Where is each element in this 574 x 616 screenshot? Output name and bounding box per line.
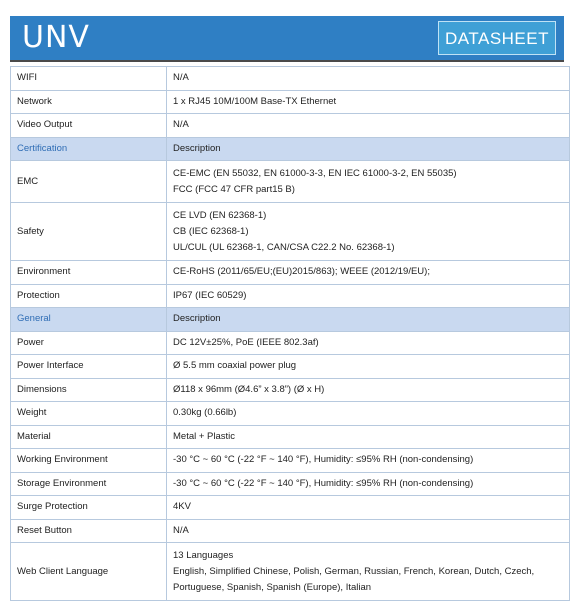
spec-label: Weight bbox=[11, 402, 167, 426]
spec-label: Reset Button bbox=[11, 519, 167, 543]
spec-value-line: Description bbox=[173, 313, 221, 325]
spec-value bbox=[167, 355, 570, 379]
spec-value-line: -30 °C ~ 60 °C (-22 °F ~ 140 °F), Humidity: ≤95% RH (non-condensing) bbox=[173, 454, 474, 466]
spec-value bbox=[167, 331, 570, 355]
spec-value bbox=[167, 114, 570, 138]
spec-value-line: English, Simplified Chinese, Polish, German, Russian, French, Korean, Dutch, Czech, bbox=[173, 565, 535, 577]
spec-row bbox=[11, 161, 570, 203]
spec-value bbox=[167, 519, 570, 543]
spec-label: Network bbox=[11, 90, 167, 114]
spec-value-line: Ø 5.5 mm coaxial power plug bbox=[173, 360, 297, 372]
datasheet-badge: DATASHEET bbox=[438, 21, 556, 55]
spec-value bbox=[167, 425, 570, 449]
spec-label: EMC bbox=[11, 161, 167, 203]
spec-label: Safety bbox=[11, 203, 167, 261]
spec-value bbox=[167, 67, 570, 91]
spec-value-line: Ø118 x 96mm (Ø4.6” x 3.8”) (Ø x H) bbox=[173, 383, 325, 395]
spec-value bbox=[167, 449, 570, 473]
spec-row bbox=[11, 67, 570, 91]
spec-value bbox=[167, 543, 570, 601]
spec-value-line: CE-EMC (EN 55032, EN 61000-3-3, EN IEC 61000-3-2, EN 55035) bbox=[173, 167, 457, 179]
spec-value-line: N/A bbox=[173, 524, 189, 536]
spec-row bbox=[11, 425, 570, 449]
spec-row bbox=[11, 203, 570, 261]
spec-row bbox=[11, 378, 570, 402]
spec-label: Protection bbox=[11, 284, 167, 308]
spec-row bbox=[11, 496, 570, 520]
spec-label: Power Interface bbox=[11, 355, 167, 379]
spec-row bbox=[11, 331, 570, 355]
spec-table-body bbox=[11, 67, 570, 601]
spec-value-line: UL/CUL (UL 62368-1, CAN/CSA C22.2 No. 62368-1) bbox=[173, 241, 395, 253]
spec-value-line: N/A bbox=[173, 119, 189, 131]
spec-value bbox=[167, 90, 570, 114]
spec-value-line: CE-RoHS (2011/65/EU;(EU)2015/863); WEEE (2012/19/EU); bbox=[173, 266, 430, 278]
spec-value-line: CE LVD (EN 62368-1) bbox=[173, 209, 267, 221]
spec-value bbox=[167, 472, 570, 496]
spec-value bbox=[167, 161, 570, 203]
spec-value bbox=[167, 496, 570, 520]
datasheet-header bbox=[10, 16, 564, 62]
spec-value-line: IP67 (IEC 60529) bbox=[173, 289, 247, 301]
spec-row bbox=[11, 472, 570, 496]
spec-row bbox=[11, 90, 570, 114]
spec-value bbox=[167, 284, 570, 308]
spec-label: Material bbox=[11, 425, 167, 449]
spec-label: Surge Protection bbox=[11, 496, 167, 520]
spec-label: Web Client Language bbox=[11, 543, 167, 601]
spec-row bbox=[11, 543, 570, 601]
spec-row bbox=[11, 355, 570, 379]
spec-value-line: FCC (FCC 47 CFR part15 B) bbox=[173, 183, 295, 195]
unv-logo: UNV bbox=[22, 20, 90, 55]
spec-row bbox=[11, 284, 570, 308]
spec-value-line: 13 Languages bbox=[173, 549, 234, 561]
spec-value-line: Metal + Plastic bbox=[173, 430, 236, 442]
spec-label: Environment bbox=[11, 261, 167, 285]
spec-label: Dimensions bbox=[11, 378, 167, 402]
spec-value-line: CB (IEC 62368-1) bbox=[173, 225, 249, 237]
spec-value-line: 1 x RJ45 10M/100M Base-TX Ethernet bbox=[173, 95, 337, 107]
section-header-row bbox=[11, 308, 570, 332]
spec-value bbox=[167, 402, 570, 426]
spec-row bbox=[11, 114, 570, 138]
section-title: General bbox=[11, 308, 167, 332]
section-title: Certification bbox=[11, 137, 167, 161]
spec-label: Working Environment bbox=[11, 449, 167, 473]
section-column-header bbox=[167, 308, 570, 332]
spec-value-line: Portuguese, Spanish, Spanish (Europe), Italian bbox=[173, 581, 372, 593]
spec-value bbox=[167, 261, 570, 285]
spec-table bbox=[10, 66, 570, 601]
spec-value-line: Description bbox=[173, 142, 221, 154]
spec-value-line: -30 °C ~ 60 °C (-22 °F ~ 140 °F), Humidity: ≤95% RH (non-condensing) bbox=[173, 477, 474, 489]
spec-value-line: 4KV bbox=[173, 501, 191, 513]
spec-label: WIFI bbox=[11, 67, 167, 91]
spec-label: Power bbox=[11, 331, 167, 355]
spec-value-line: N/A bbox=[173, 72, 189, 84]
spec-row bbox=[11, 261, 570, 285]
spec-value-line: 0.30kg (0.66lb) bbox=[173, 407, 237, 419]
spec-label: Video Output bbox=[11, 114, 167, 138]
section-column-header bbox=[167, 137, 570, 161]
spec-row bbox=[11, 519, 570, 543]
spec-row bbox=[11, 449, 570, 473]
spec-value bbox=[167, 378, 570, 402]
section-header-row bbox=[11, 137, 570, 161]
spec-label: Storage Environment bbox=[11, 472, 167, 496]
spec-value bbox=[167, 203, 570, 261]
spec-value-line: DC 12V±25%, PoE (IEEE 802.3af) bbox=[173, 336, 319, 348]
spec-row bbox=[11, 402, 570, 426]
